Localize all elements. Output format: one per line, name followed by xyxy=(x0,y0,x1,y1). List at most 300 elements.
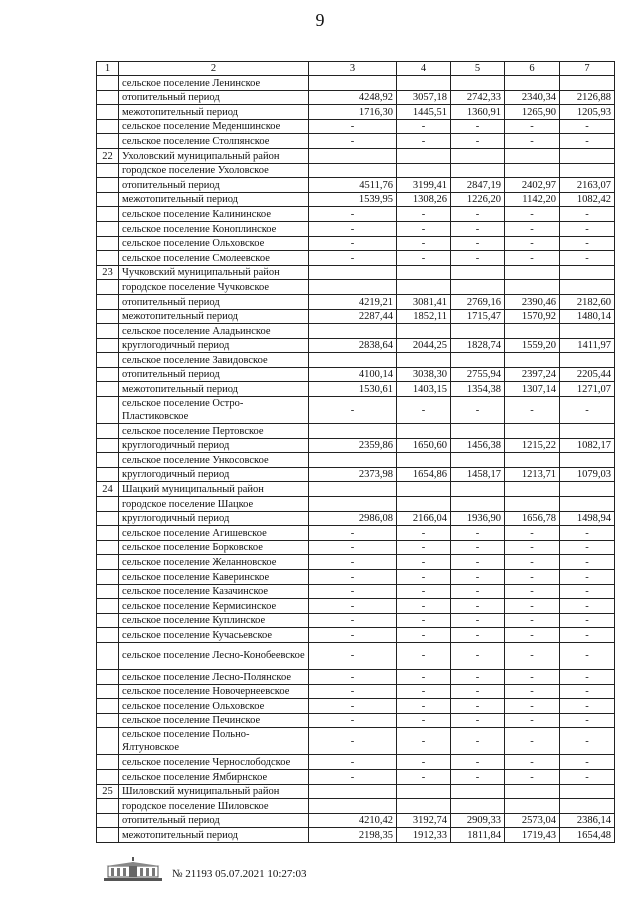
row-name-cell: круглогодичный период xyxy=(119,338,309,353)
row-number-cell xyxy=(97,424,119,439)
table-row xyxy=(97,338,615,353)
value-cell: - xyxy=(397,119,451,134)
value-cell: 1354,38 xyxy=(451,382,505,397)
table-row xyxy=(97,192,615,207)
row-name-cell: городское поселение Ухоловское xyxy=(119,163,309,178)
value-cell: 1852,11 xyxy=(397,309,451,324)
row-number-cell xyxy=(97,584,119,599)
value-cell xyxy=(451,784,505,799)
row-number-cell xyxy=(97,178,119,193)
table-row xyxy=(97,353,615,368)
value-cell: - xyxy=(309,526,397,541)
document-id-timestamp: № 21193 05.07.2021 10:27:03 xyxy=(172,868,307,880)
table-row xyxy=(97,813,615,828)
row-number-cell xyxy=(97,382,119,397)
row-name-cell: отопительный период xyxy=(119,178,309,193)
value-cell: - xyxy=(309,684,397,699)
table-row xyxy=(97,382,615,397)
row-number-cell xyxy=(97,511,119,526)
table-row xyxy=(97,467,615,482)
value-cell xyxy=(451,482,505,497)
row-name-cell: сельское поселение Ямбирнское xyxy=(119,769,309,784)
value-cell xyxy=(397,784,451,799)
value-cell: - xyxy=(560,221,615,236)
row-name-cell: городское поселение Чучковское xyxy=(119,280,309,295)
value-cell: 2126,88 xyxy=(560,90,615,105)
table-row xyxy=(97,699,615,714)
value-cell: 2573,04 xyxy=(505,813,560,828)
value-cell: - xyxy=(397,555,451,570)
value-cell: 2397,24 xyxy=(505,367,560,382)
value-cell: 2182,60 xyxy=(560,294,615,309)
value-cell: 1716,30 xyxy=(309,105,397,120)
row-name-cell: сельское поселение Столпянское xyxy=(119,134,309,149)
value-cell: 1936,90 xyxy=(451,511,505,526)
value-cell xyxy=(505,424,560,439)
header-cell: 6 xyxy=(505,62,560,76)
row-name-cell: сельское поселение Кучасьевское xyxy=(119,628,309,643)
row-name-cell: сельское поселение Агишевское xyxy=(119,526,309,541)
value-cell xyxy=(505,163,560,178)
row-number-cell xyxy=(97,397,119,424)
value-cell: - xyxy=(397,251,451,266)
table-row xyxy=(97,76,615,91)
value-cell xyxy=(505,453,560,468)
value-cell: - xyxy=(505,769,560,784)
value-cell: - xyxy=(309,669,397,684)
row-number-cell xyxy=(97,134,119,149)
value-cell xyxy=(451,148,505,163)
row-name-cell: сельское поселение Пертовское xyxy=(119,424,309,439)
table-row xyxy=(97,497,615,512)
value-cell: - xyxy=(397,207,451,222)
value-cell: - xyxy=(397,397,451,424)
value-cell: 1654,86 xyxy=(397,467,451,482)
row-number-cell xyxy=(97,642,119,669)
value-cell: 2198,35 xyxy=(309,828,397,843)
row-number-cell xyxy=(97,497,119,512)
value-cell: - xyxy=(451,397,505,424)
value-cell: - xyxy=(309,584,397,599)
value-cell: - xyxy=(505,628,560,643)
row-number-cell xyxy=(97,76,119,91)
value-cell: - xyxy=(560,669,615,684)
row-number-cell xyxy=(97,755,119,770)
row-number-cell xyxy=(97,367,119,382)
value-cell xyxy=(560,784,615,799)
value-cell xyxy=(560,280,615,295)
value-cell: - xyxy=(505,221,560,236)
row-number-cell xyxy=(97,438,119,453)
header-cell: 2 xyxy=(119,62,309,76)
value-cell: - xyxy=(560,613,615,628)
value-cell: - xyxy=(505,207,560,222)
value-cell xyxy=(451,324,505,339)
value-cell: - xyxy=(309,221,397,236)
value-cell: - xyxy=(451,769,505,784)
row-number-cell xyxy=(97,769,119,784)
value-cell: 1650,60 xyxy=(397,438,451,453)
value-cell: - xyxy=(309,555,397,570)
value-cell xyxy=(451,424,505,439)
row-name-cell: сельское поселение Аладьинское xyxy=(119,324,309,339)
row-name-cell: сельское поселение Лесно-Конобеевское xyxy=(119,642,309,669)
value-cell: 2373,98 xyxy=(309,467,397,482)
value-cell xyxy=(309,163,397,178)
value-cell: - xyxy=(560,642,615,669)
value-cell: - xyxy=(560,207,615,222)
header-cell: 3 xyxy=(309,62,397,76)
row-name-cell: межотопительный период xyxy=(119,105,309,120)
value-cell: - xyxy=(505,755,560,770)
value-cell: - xyxy=(397,642,451,669)
value-cell: 1403,15 xyxy=(397,382,451,397)
row-name-cell: отопительный период xyxy=(119,367,309,382)
row-name-cell: сельское поселение Каверинское xyxy=(119,570,309,585)
table-row xyxy=(97,799,615,814)
row-number-cell xyxy=(97,570,119,585)
value-cell: - xyxy=(309,207,397,222)
value-cell: - xyxy=(505,584,560,599)
value-cell: - xyxy=(451,613,505,628)
value-cell: - xyxy=(309,119,397,134)
value-cell: 2340,34 xyxy=(505,90,560,105)
row-number-cell xyxy=(97,555,119,570)
row-number-cell xyxy=(97,236,119,251)
value-cell: - xyxy=(397,755,451,770)
row-number-cell xyxy=(97,90,119,105)
value-cell xyxy=(560,353,615,368)
row-number-cell xyxy=(97,467,119,482)
table-row xyxy=(97,784,615,799)
row-number-cell xyxy=(97,105,119,120)
table-row xyxy=(97,828,615,843)
value-cell xyxy=(505,280,560,295)
table-row xyxy=(97,163,615,178)
row-number-cell xyxy=(97,813,119,828)
row-number-cell xyxy=(97,453,119,468)
value-cell: - xyxy=(309,613,397,628)
row-name-cell: отопительный период xyxy=(119,294,309,309)
value-cell xyxy=(397,280,451,295)
value-cell: - xyxy=(505,570,560,585)
row-name-cell: сельское поселение Завидовское xyxy=(119,353,309,368)
value-cell: - xyxy=(505,119,560,134)
row-name-cell: сельское поселение Ольховское xyxy=(119,236,309,251)
value-cell: - xyxy=(560,599,615,614)
value-cell: 2847,19 xyxy=(451,178,505,193)
value-cell: - xyxy=(560,755,615,770)
row-number-cell xyxy=(97,309,119,324)
table-row xyxy=(97,265,615,280)
value-cell: 1445,51 xyxy=(397,105,451,120)
value-cell: - xyxy=(397,570,451,585)
value-cell: - xyxy=(397,584,451,599)
row-number-cell xyxy=(97,119,119,134)
value-cell: - xyxy=(451,555,505,570)
row-number-cell xyxy=(97,828,119,843)
header-cell: 7 xyxy=(560,62,615,76)
value-cell: 1912,33 xyxy=(397,828,451,843)
row-number-cell: 23 xyxy=(97,265,119,280)
value-cell xyxy=(560,424,615,439)
value-cell: 1079,03 xyxy=(560,467,615,482)
table-row xyxy=(97,105,615,120)
value-cell: 1570,92 xyxy=(505,309,560,324)
row-number-cell xyxy=(97,526,119,541)
row-name-cell: сельское поселение Куплинское xyxy=(119,613,309,628)
document-footer xyxy=(100,856,420,892)
value-cell: - xyxy=(505,397,560,424)
value-cell: - xyxy=(397,134,451,149)
value-cell xyxy=(505,784,560,799)
table-row xyxy=(97,642,615,669)
value-cell: - xyxy=(309,599,397,614)
table-row xyxy=(97,755,615,770)
value-cell xyxy=(505,497,560,512)
row-name-cell: межотопительный период xyxy=(119,192,309,207)
value-cell: - xyxy=(451,642,505,669)
value-cell: - xyxy=(397,669,451,684)
value-cell xyxy=(309,784,397,799)
value-cell: - xyxy=(309,236,397,251)
row-number-cell: 24 xyxy=(97,482,119,497)
value-cell: - xyxy=(505,669,560,684)
row-number-cell xyxy=(97,628,119,643)
value-cell: - xyxy=(505,540,560,555)
value-cell: - xyxy=(505,251,560,266)
table-row xyxy=(97,119,615,134)
row-name-cell: городское поселение Шацкое xyxy=(119,497,309,512)
row-name-cell: сельское поселение Остро-Пластиковское xyxy=(119,397,309,424)
row-number-cell xyxy=(97,221,119,236)
value-cell: - xyxy=(505,236,560,251)
value-cell: 2755,94 xyxy=(451,367,505,382)
table-row xyxy=(97,628,615,643)
value-cell: - xyxy=(560,584,615,599)
value-cell: 2163,07 xyxy=(560,178,615,193)
row-name-cell: сельское поселение Кермисинское xyxy=(119,599,309,614)
row-name-cell: сельское поселение Калининское xyxy=(119,207,309,222)
value-cell xyxy=(309,265,397,280)
value-cell: - xyxy=(309,713,397,728)
value-cell: - xyxy=(397,526,451,541)
value-cell: 2205,44 xyxy=(560,367,615,382)
row-name-cell: Шиловский муниципальный район xyxy=(119,784,309,799)
value-cell xyxy=(451,353,505,368)
value-cell: - xyxy=(560,236,615,251)
value-cell xyxy=(505,76,560,91)
row-name-cell: отопительный период xyxy=(119,813,309,828)
value-cell xyxy=(451,265,505,280)
value-cell: - xyxy=(560,628,615,643)
value-cell: - xyxy=(397,221,451,236)
value-cell xyxy=(397,148,451,163)
value-cell: - xyxy=(505,642,560,669)
table-row xyxy=(97,178,615,193)
value-cell xyxy=(451,163,505,178)
value-cell: - xyxy=(309,570,397,585)
table-body xyxy=(97,76,615,843)
value-cell xyxy=(397,353,451,368)
row-number-cell xyxy=(97,338,119,353)
header-cell: 5 xyxy=(451,62,505,76)
value-cell: - xyxy=(397,713,451,728)
value-cell: 2044,25 xyxy=(397,338,451,353)
row-name-cell: городское поселение Шиловское xyxy=(119,799,309,814)
value-cell: - xyxy=(451,207,505,222)
row-number-cell xyxy=(97,699,119,714)
value-cell: 1205,93 xyxy=(560,105,615,120)
value-cell: - xyxy=(397,684,451,699)
table-row xyxy=(97,134,615,149)
value-cell: 1539,95 xyxy=(309,192,397,207)
value-cell: - xyxy=(309,628,397,643)
table-row xyxy=(97,728,615,755)
row-number-cell xyxy=(97,207,119,222)
value-cell: - xyxy=(397,769,451,784)
row-name-cell: межотопительный период xyxy=(119,309,309,324)
value-cell: 1411,97 xyxy=(560,338,615,353)
value-cell: 2742,33 xyxy=(451,90,505,105)
value-cell: - xyxy=(560,526,615,541)
value-cell: - xyxy=(451,221,505,236)
value-cell xyxy=(309,482,397,497)
tariff-table xyxy=(96,61,615,843)
table-row xyxy=(97,438,615,453)
value-cell: - xyxy=(451,134,505,149)
value-cell: 4511,76 xyxy=(309,178,397,193)
value-cell: - xyxy=(560,555,615,570)
value-cell: - xyxy=(560,699,615,714)
row-number-cell xyxy=(97,799,119,814)
table-row xyxy=(97,713,615,728)
table-row xyxy=(97,207,615,222)
row-name-cell: сельское поселение Ольховское xyxy=(119,699,309,714)
value-cell: 1213,71 xyxy=(505,467,560,482)
row-number-cell xyxy=(97,192,119,207)
row-number-cell: 22 xyxy=(97,148,119,163)
value-cell: 3057,18 xyxy=(397,90,451,105)
value-cell: 1656,78 xyxy=(505,511,560,526)
row-number-cell xyxy=(97,280,119,295)
value-cell: - xyxy=(505,526,560,541)
value-cell: 3038,30 xyxy=(397,367,451,382)
value-cell: - xyxy=(397,728,451,755)
row-name-cell: сельское поселение Новочернеевское xyxy=(119,684,309,699)
row-number-cell xyxy=(97,324,119,339)
row-name-cell: круглогодичный период xyxy=(119,511,309,526)
value-cell: - xyxy=(505,555,560,570)
table-row xyxy=(97,599,615,614)
government-building-icon xyxy=(102,856,164,882)
header-cell: 4 xyxy=(397,62,451,76)
row-name-cell: Чучковский муниципальный район xyxy=(119,265,309,280)
value-cell: - xyxy=(309,699,397,714)
value-cell: - xyxy=(451,713,505,728)
table-row xyxy=(97,90,615,105)
value-cell: 1142,20 xyxy=(505,192,560,207)
table-row xyxy=(97,584,615,599)
value-cell: - xyxy=(397,628,451,643)
table-header-row xyxy=(97,62,615,76)
value-cell: 1456,38 xyxy=(451,438,505,453)
table-row xyxy=(97,280,615,295)
value-cell xyxy=(309,424,397,439)
value-cell xyxy=(451,799,505,814)
table-row xyxy=(97,251,615,266)
value-cell: 1271,07 xyxy=(560,382,615,397)
value-cell: 1226,20 xyxy=(451,192,505,207)
value-cell: - xyxy=(505,599,560,614)
value-cell: - xyxy=(560,397,615,424)
value-cell: 2359,86 xyxy=(309,438,397,453)
value-cell: - xyxy=(505,684,560,699)
value-cell: - xyxy=(451,540,505,555)
value-cell: - xyxy=(309,728,397,755)
row-name-cell: сельское поселение Лесно-Полянское xyxy=(119,669,309,684)
row-number-cell xyxy=(97,294,119,309)
row-name-cell: Ухоловский муниципальный район xyxy=(119,148,309,163)
value-cell xyxy=(397,482,451,497)
value-cell xyxy=(560,482,615,497)
row-name-cell: круглогодичный период xyxy=(119,467,309,482)
value-cell: 1458,17 xyxy=(451,467,505,482)
value-cell xyxy=(560,76,615,91)
value-cell: 4210,42 xyxy=(309,813,397,828)
page-number: 9 xyxy=(315,10,325,30)
value-cell: 2769,16 xyxy=(451,294,505,309)
value-cell: 1360,91 xyxy=(451,105,505,120)
header-cell: 1 xyxy=(97,62,119,76)
value-cell: - xyxy=(560,713,615,728)
value-cell: 1215,22 xyxy=(505,438,560,453)
row-name-cell: сельское поселение Ленинское xyxy=(119,76,309,91)
value-cell: - xyxy=(560,684,615,699)
row-name-cell: сельское поселение Ункосовское xyxy=(119,453,309,468)
value-cell: - xyxy=(451,728,505,755)
value-cell: - xyxy=(451,251,505,266)
value-cell: - xyxy=(309,642,397,669)
value-cell: - xyxy=(309,134,397,149)
value-cell xyxy=(451,453,505,468)
table-row xyxy=(97,526,615,541)
value-cell xyxy=(397,799,451,814)
value-cell: - xyxy=(451,236,505,251)
value-cell: 1530,61 xyxy=(309,382,397,397)
table-row xyxy=(97,769,615,784)
value-cell: - xyxy=(505,134,560,149)
row-name-cell: сельское поселение Польно-Ялтуновское xyxy=(119,728,309,755)
row-number-cell: 25 xyxy=(97,784,119,799)
value-cell: - xyxy=(451,669,505,684)
row-name-cell: Шацкий муниципальный район xyxy=(119,482,309,497)
value-cell: - xyxy=(451,526,505,541)
value-cell: 1265,90 xyxy=(505,105,560,120)
value-cell: - xyxy=(505,613,560,628)
value-cell xyxy=(397,453,451,468)
table-row xyxy=(97,221,615,236)
value-cell: 1654,48 xyxy=(560,828,615,843)
value-cell xyxy=(505,265,560,280)
value-cell xyxy=(397,163,451,178)
value-cell xyxy=(560,163,615,178)
value-cell: - xyxy=(451,628,505,643)
table-row xyxy=(97,570,615,585)
row-number-cell xyxy=(97,163,119,178)
table-row xyxy=(97,397,615,424)
value-cell: 1307,14 xyxy=(505,382,560,397)
